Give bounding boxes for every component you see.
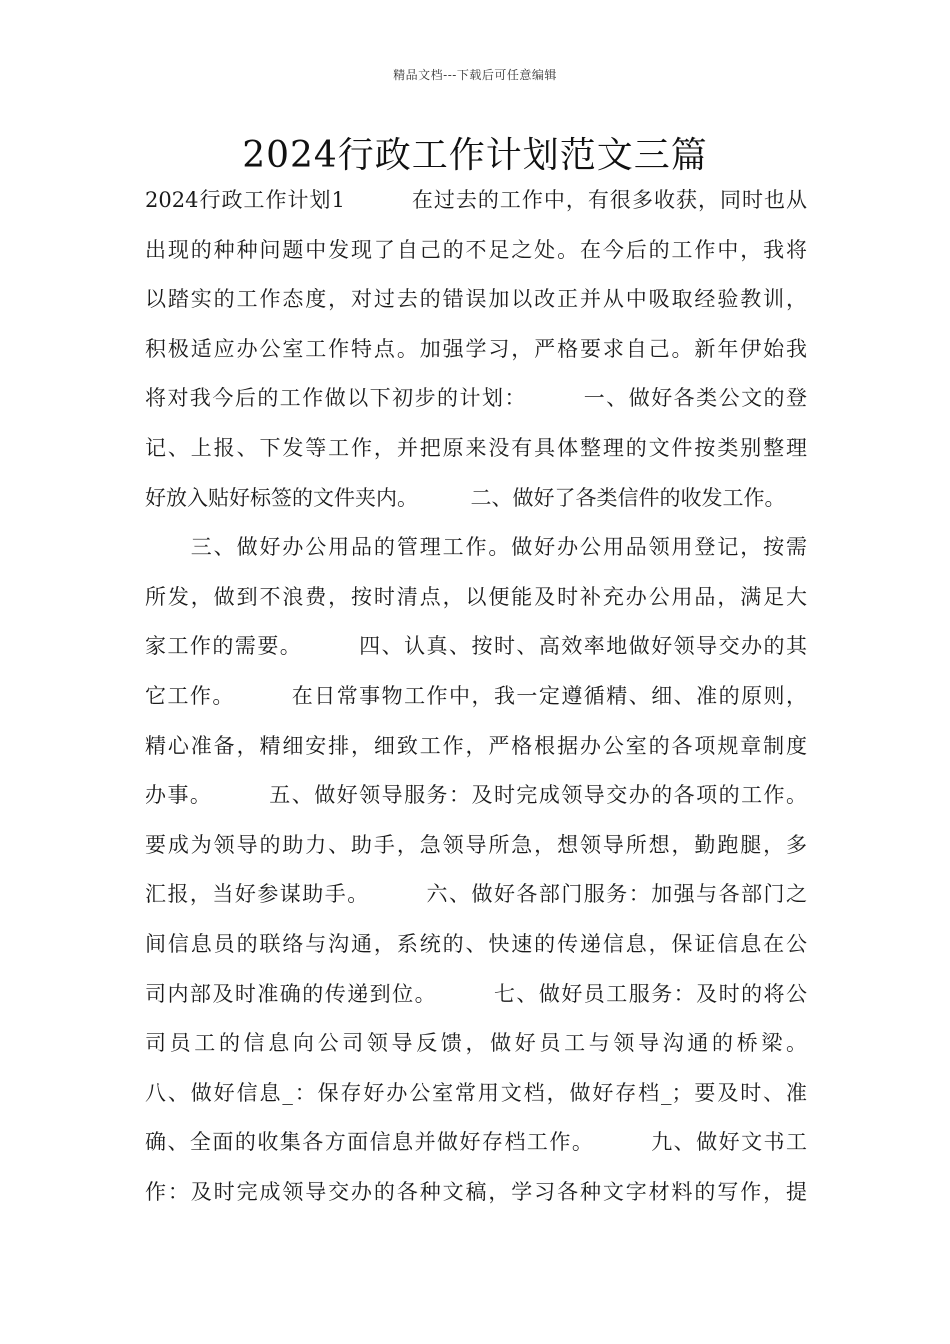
body-line: 汇报，当好参谋助手。 六、做好各部门服务：加强与各部门之: [145, 882, 807, 907]
body-line: 将对我今后的工作做以下初步的计划： 一、做好各类公文的登: [145, 386, 807, 411]
body-line: 好放入贴好标签的文件夹内。 二、做好了各类信件的收发工作。: [145, 485, 786, 510]
document-body: [145, 182, 825, 1223]
body-line: 三、做好办公用品的管理工作。做好办公用品领用登记，按需: [145, 535, 807, 560]
body-line: 2024行政工作计划1 在过去的工作中，有很多收获，同时也从: [145, 188, 807, 212]
body-line: 积极适应办公室工作特点。加强学习，严格要求自己。新年伊始我: [145, 336, 807, 361]
body-line: 出现的种种问题中发现了自己的不足之处。在今后的工作中，我将: [145, 237, 807, 262]
body-line: 八、做好信息_：保存好办公室常用文档，做好存档_；要及时、准: [145, 1080, 807, 1105]
body-line: 办事。 五、做好领导服务：及时完成领导交办的各项的工作。: [145, 783, 807, 808]
page-header: 精品文档---下载后可任意编辑: [393, 68, 557, 82]
body-line: 家工作的需要。 四、认真、按时、高效率地做好领导交办的其: [145, 634, 807, 659]
body-line: 确、全面的收集各方面信息并做好存档工作。 九、做好文书工: [145, 1130, 807, 1155]
body-line: 以踏实的工作态度，对过去的错误加以改正并从中吸取经验教训，: [145, 287, 807, 312]
body-line: 所发，做到不浪费，按时清点，以便能及时补充办公用品，满足大: [145, 584, 807, 609]
body-line: 司内部及时准确的传递到位。 七、做好员工服务：及时的将公: [145, 981, 807, 1006]
document-title: 2024行政工作计划范文三篇: [242, 135, 708, 176]
body-line: 精心准备，精细安排，细致工作，严格根据办公室的各项规章制度: [145, 733, 807, 758]
body-line: 要成为领导的助力、助手，急领导所急，想领导所想，勤跑腿，多: [145, 832, 807, 857]
body-line: 间信息员的联络与沟通，系统的、快速的传递信息，保证信息在公: [145, 931, 807, 956]
body-line: 司员工的信息向公司领导反馈，做好员工与领导沟通的桥梁。: [145, 1031, 807, 1056]
body-line: 作：及时完成领导交办的各种文稿，学习各种文字材料的写作，提: [145, 1179, 807, 1204]
body-line: 它工作。 在日常事物工作中，我一定遵循精、细、准的原则，: [145, 683, 807, 708]
body-line: 记、上报、下发等工作，并把原来没有具体整理的文件按类别整理: [145, 435, 807, 460]
